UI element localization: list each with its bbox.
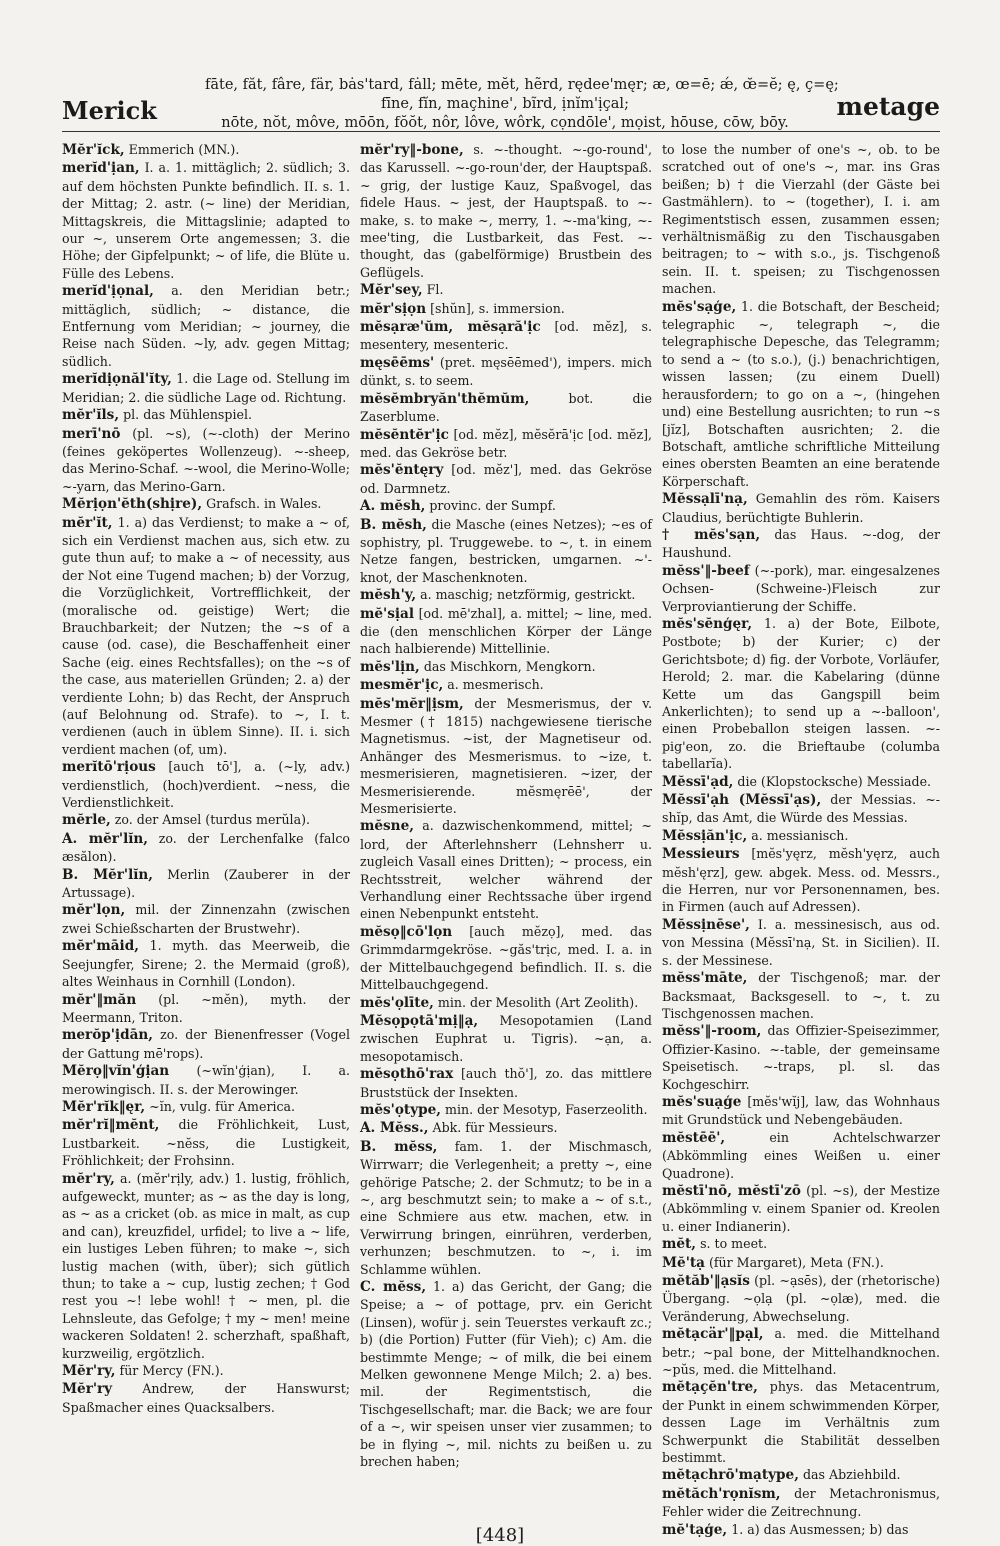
entry-headword: mĕs'suạģe	[662, 1093, 742, 1110]
dictionary-entry	[62, 1170, 350, 1362]
entry-headword: mĕt,	[662, 1236, 697, 1253]
dictionary-entry	[360, 1101, 652, 1119]
entry-definition: 1. die Botschaft, der Bescheid; telegraphic ~, telegraph ~, die telegraphische Depesche, das Telegramm; to send a ~ (to s.o.), (j.) benachrichtigen, wissen lassen; (zu einem Duell) herausfordern; to go on a ~, (hingehen und) eine Bestellung ausrichten; to run ~s [jĭz], Botschaften ausrichten; 2. die Botschaft, amtliche schriftliche Mitteilung eines obersten Beamten an eine beratende Körperschaft.	[662, 298, 940, 489]
entry-headword: mĕsọ‖cō'lọn	[360, 923, 453, 940]
dictionary-entry	[360, 141, 652, 281]
dictionary-entry	[662, 490, 940, 526]
dictionary-entry	[662, 969, 940, 1022]
entry-definition: 1. die Lage od. Stellung im Meridian; 2. die südliche Lage od. Richtung.	[62, 371, 350, 405]
entry-definition: min. der Mesolith (Art Zeolith).	[437, 994, 639, 1010]
entry-headword: Mĕr'ĭck,	[62, 142, 125, 158]
dictionary-entry	[662, 1022, 940, 1093]
entry-headword: mĕr'ry,	[62, 1170, 115, 1187]
entry-headword: A. Mĕss.,	[360, 1120, 429, 1137]
entry-definition: [auch mĕzọ], med. das Grimmdarmgekröse. ~găs'trịc, med. I. a. in der Mittelbauchgegend befindlich. II. s. die Mittelbauchgegend.	[360, 923, 652, 993]
entry-definition: s. ~-thought. ~-go-round', das Karussell. ~-go-roun'der, der Hauptspaß. ~ grig, der lustige Kauz, Spaßvogel, das fidele Haus. ~ jest, der Hauptspaß. to ~-make, s. to make ~, merry, 1. ~-ma'king, ~-mee'ting, die Lustbarkeit, das Fest. ~-thought, das (gabelförmige) Brustbein des Geflügels.	[360, 142, 652, 280]
entry-headword: mĕr'māid,	[62, 938, 139, 955]
entry-headword: Mĕrịọn'ĕth(shịre),	[62, 496, 203, 513]
entry-headword: mĕsh'y,	[360, 587, 417, 604]
entry-definition: pl. das Mühlenspiel.	[123, 407, 252, 423]
column-3	[662, 141, 940, 1538]
dictionary-entry	[62, 1026, 350, 1062]
entry-definition: phys. das Metacentrum, der Punkt in einem schwimmenden Körper, dessen Lage im Verhältnis zum Schwerpunkt die Stabilität desselben bestimmt.	[662, 1379, 940, 1466]
dictionary-entry	[62, 758, 350, 811]
dictionary-entry	[62, 811, 350, 829]
entry-definition: [od. mĕz], s. mesentery, mesenteric.	[360, 319, 652, 353]
entry-headword: B. mĕsh,	[360, 516, 427, 533]
entry-definition: [od. mĕz], mĕsĕrā'ịc [od. mĕz], med. das Gekröse betr.	[360, 426, 652, 460]
entry-headword: mĕr'‖măn	[62, 991, 137, 1008]
dictionary-entry	[62, 425, 350, 496]
dictionary-entry	[62, 141, 350, 159]
entry-headword: mĕs'ọlīte,	[360, 994, 434, 1011]
entry-headword: merŏp'ịdān,	[62, 1027, 154, 1044]
dictionary-entry	[62, 159, 350, 282]
entry-definition: Abk. für Messieurs.	[432, 1120, 558, 1136]
entry-headword: Mĕr'sey,	[360, 282, 423, 299]
entry-definition: der Mesmerismus, der v. Mesmer († 1815) nachgewiesene tierische Magnetismus. ~ist, der Magnetiseur od. Anhänger des Mesmerismus. to ~ize, t. mesmerisieren, magnetisieren. ~izer, der Mesmerisierende. mĕsmęrēē', der Mesmerisierte.	[360, 695, 652, 817]
entry-headword: mesmĕr'ịc,	[360, 677, 444, 694]
entry-definition: Gemahlin des röm. Kaisers Claudius, berüchtigte Buhlerin.	[662, 491, 940, 525]
dictionary-entry	[662, 845, 940, 916]
entry-headword: † mĕs'sạn,	[662, 526, 761, 543]
entry-headword: mĕtăb'‖ạsĭs	[662, 1273, 750, 1289]
entry-headword: Mĕssī'ạd,	[662, 773, 734, 790]
dictionary-entry	[662, 827, 940, 845]
entry-headword: Messieurs	[662, 846, 740, 863]
dictionary-entry	[360, 658, 652, 676]
entry-definition: a. den Meridian betr.; mittäglich, südlich; ~ distance, die Entfernung vom Meridian; ~ journey, die Reise nach Süden. ~ly, adv. gegen Mittag; südlich.	[62, 283, 350, 369]
dictionary-entry	[62, 514, 350, 759]
entry-headword: mĕ'tạģe,	[662, 1521, 728, 1538]
entry-headword: mĕss'māte,	[662, 970, 748, 987]
entry-headword: mĕsạræ'ŭm, mĕsạră'ịc	[360, 319, 541, 336]
dictionary-entry	[360, 676, 652, 694]
entry-definition: die Fröhlichkeit, Lust, Lustbarkeit. ~nĕss, die Lustigkeit, Fröhlichkeit; der Frohsinn.	[62, 1117, 350, 1169]
dictionary-entry	[662, 1378, 940, 1466]
dictionary-entry	[360, 497, 652, 515]
entry-headword: mĕsọthō'rax	[360, 1066, 454, 1083]
dictionary-entry	[662, 1466, 940, 1484]
entry-definition: a. med. die Mittelhand betr.; ~pal bone, der Mittelhandknochen. ~pŭs, med. die Mittelhand.	[662, 1326, 940, 1378]
entry-headword: mĕsne,	[360, 818, 414, 835]
dictionary-entry	[360, 586, 652, 604]
entry-headword: Mĕ'tạ	[662, 1254, 705, 1271]
entry-definition: fam. 1. der Mischmasch, Wirrwarr; die Verlegenheit; a pretty ~, eine gehörige Patsche; 2. der Schmutz; to be in a ~, arg beschmutzt sein; to make a ~ of s.t., eine Schmiere aus etw. machen, etw. in Verwirrung bringen, einrühren, verderben, verhunzen; beschmutzen. to ~, i. im Schlamme wühlen.	[360, 1138, 652, 1277]
entry-definition: [mĕs'wĭj], law, das Wohnhaus mit Grundstück und Nebengebäuden.	[662, 1093, 940, 1128]
dictionary-entry	[662, 916, 940, 969]
dictionary-entry	[662, 773, 940, 791]
entry-definition: die (Klopstocksche) Messiade.	[737, 773, 932, 789]
dictionary-entry	[662, 1325, 940, 1378]
entry-definition: [od. mĕz'], med. das Gekröse od. Darmnetz.	[360, 462, 652, 496]
dictionary-entry	[662, 562, 940, 615]
entry-definition: Mesopotamien (Land zwischen Euphrat u. Tigris). ~ạn, a. mesopotamisch.	[360, 1012, 652, 1064]
dictionary-entry	[62, 495, 350, 513]
entry-headword: C. mĕss,	[360, 1279, 427, 1295]
entry-definition: zo. der Bienenfresser (Vogel der Gattung mē'rops).	[62, 1027, 350, 1061]
entry-headword: Mĕssịnēse',	[662, 916, 750, 933]
running-head-left: Merick	[62, 96, 157, 125]
dictionary-entry	[662, 1485, 940, 1521]
dictionary-entry	[360, 923, 652, 994]
entry-definition: 1. a) der Bote, Eilbote, Postbote; b) der Kurier; c) der Gerichtsbote; d) fig. der Vorbote, Vorläufer, Herold; 2. mar. die Kabelaring (dünne Kette um das Gangspill beim Ankerlichten); to send up a ~-balloon', einen Probeballon steigen lassen. ~-pig'eon, zo. die Brieftaube (columba tabellarĭa).	[662, 615, 940, 772]
entry-definition: a. messianisch.	[751, 827, 849, 843]
dictionary-entry	[360, 1065, 652, 1101]
entry-definition: die Masche (eines Netzes); ~es of sophistry, pl. Truggewebe. to ~, t. in einem Netze fangen, bestricken, umgarnen. ~'-knot, der Maschenknoten.	[360, 516, 652, 585]
entry-headword: mĕr'sịọn	[360, 300, 427, 317]
dictionary-entry	[62, 1362, 350, 1380]
entry-definition: das Abziehbild.	[802, 1467, 901, 1483]
entry-definition: (pl. ~s), (~-cloth) der Merino (feines geköpertes Wollenzeug). ~-sheep, das Merino-Schaf. ~-wool, die Merino-Wolle; ~-yarn, das Merino-Garn.	[62, 425, 350, 494]
entry-definition: zo. der Amsel (turdus merŭla).	[114, 812, 311, 828]
entry-headword: Mĕr'ry,	[62, 1363, 116, 1380]
dictionary-entry	[360, 1278, 652, 1470]
dictionary-entry	[662, 1254, 940, 1272]
entry-headword: mĕr'lọn,	[62, 902, 126, 919]
entry-definition: [mĕs'yęrz, mĕsh'yęrz, auch mĕsh'ęrz], gew. abgek. Mess. od. Messrs., die Herren, nur vor Personennamen, bes. in Firmen (auch auf Adressen).	[662, 846, 940, 915]
entry-headword: mĕsĕmbryăn'thĕmŭm,	[360, 390, 530, 407]
dictionary-entry	[62, 830, 350, 866]
entry-headword: B. Mĕr'lĭn,	[62, 866, 154, 883]
entry-headword: mĕs'sạģe,	[662, 298, 737, 315]
header-rule	[62, 131, 940, 132]
entry-definition: für Mercy (FN.).	[119, 1363, 224, 1379]
entry-headword: mĕrle,	[62, 812, 111, 829]
dictionary-entry	[662, 1235, 940, 1253]
dictionary-entry	[662, 1182, 940, 1235]
entry-definition: [od. mē'zhal], a. mittel; ~ line, med. die (den menschlichen Körper der Länge nach halbierende) Mittellinie.	[360, 605, 652, 657]
entry-definition: Fl.	[426, 282, 444, 298]
dictionary-entry	[62, 406, 350, 424]
entry-definition: min. der Mesotyp, Faserzeolith.	[445, 1101, 648, 1117]
entry-headword: Mĕr'rĭk‖ęr,	[62, 1098, 146, 1115]
entry-definition: provinc. der Sumpf.	[429, 498, 556, 514]
entry-headword: mĕr'rĭ‖mĕnt,	[62, 1117, 160, 1134]
entry-definition: zo. der Lerchenfalke (falco æsălon).	[62, 830, 351, 865]
dictionary-entry	[360, 300, 652, 318]
entry-headword: mĕs'sĕnģęr,	[662, 615, 753, 632]
entry-headword: mĕtăch'rọnĭsm,	[662, 1485, 781, 1502]
dictionary-entry	[662, 615, 940, 773]
dictionary-entry	[62, 1116, 350, 1169]
entry-headword: merĭd'ịan,	[62, 160, 140, 177]
pronunciation-key-line: fāte, făt, fâre, fär, bȧs'tard, fȧll; mēte, mĕt, hẽrd, rędee'męr; æ, œ=ē; ǽ, œ̆=ĕ; ę, ç=ę;	[205, 77, 839, 93]
pronunciation-key-line: nōte, nŏt, môve, mōōn, fŏŏt, nôr, lôve, wôrk, cọndōle', mọist, hōuse, cōw, bōy.	[221, 115, 789, 131]
column-2	[360, 141, 652, 1521]
dictionary-entry	[662, 141, 940, 298]
entry-headword: mĕstēē',	[662, 1129, 726, 1146]
dictionary-entry	[662, 1272, 940, 1325]
dictionary-entry	[62, 901, 350, 937]
entry-headword: mĕtạchrō'mạtype,	[662, 1467, 799, 1484]
entry-definition: der Messias. ~-shĭp, das Amt, die Würde des Messias.	[662, 792, 940, 826]
entry-headword: B. mĕss,	[360, 1138, 438, 1155]
entry-definition: 1. a) das Verdienst; to make a ~ of, sich ein Verdienst machen aus, sich etw. zu gute thun auf; to make a ~ of necessity, aus der Not eine Tugend machen; b) der Vorzug, die Vorzüglichkeit, Vortrefflichkeit, der (moralische od. geistige) Wert; die Brauchbarkeit; der Nutzen; the ~s of a cause (od. case), die Beschaffenheit einer Sache (eig. eines Rechtsfalles); on the ~s of the case, aus materiellen Gründen; 2. a) der verdiente Lohn; b) das Recht, der Anspruch (auf Belohnung od. Strafe). to ~, I. t. verdienen (auch in üblem Sinne). II. i. sich verdient machen (of, um).	[62, 514, 350, 757]
dictionary-entry	[360, 695, 652, 818]
entry-definition: (pl. ~s), der Mestize (Abkömmling v. einem Spanier od. Kreolen u. einer Indianerin).	[662, 1182, 940, 1234]
entry-headword: mĕss'‖-beef	[662, 562, 750, 579]
dictionary-entry	[662, 1129, 940, 1182]
entry-definition: der Metachronismus, Fehler wider die Zeitrechnung.	[662, 1485, 940, 1520]
entry-definition: a. dazwischenkommend, mittel; ~ lord, der Afterlehnsherr (Lehnsherr u. zugleich Vasall eines Dritten); ~ process, ein Rechtsstreit, welcher während der Verhandlung einer Rechtssache über irgend einen Nebenpunkt entsteht.	[360, 818, 652, 922]
entry-headword: mĕss'‖-room,	[662, 1023, 762, 1040]
entry-definition: mil. der Zinnenzahn (zwischen zwei Schießscharten der Brustwehr).	[62, 902, 350, 936]
pronunciation-key-line: fīne, fĭn, maçhine', bĩrd, ịnĭm'ịçal;	[381, 96, 629, 112]
dictionary-entry	[662, 526, 940, 562]
entry-headword: Mĕrọ‖vĭn'ģịan	[62, 1063, 170, 1080]
entry-headword: merĭdịọnăl'ĭty,	[62, 371, 172, 388]
entry-headword: mĕs'ĕntęry	[360, 462, 444, 479]
entry-definition: 1. a) das Ausmessen; b) das	[731, 1521, 909, 1537]
entry-headword: mĕsĕntĕr'ịc	[360, 426, 449, 443]
entry-definition: (pret. męsēēmed'), impers. mich dünkt, s. to seem.	[360, 354, 652, 389]
entry-headword: Mĕssịăn'ịc,	[662, 827, 748, 844]
entry-definition: Andrew, der Hanswurst; Spaßmacher eines Quacksalbers.	[62, 1381, 350, 1415]
entry-headword: merĭtō'rịous	[62, 759, 156, 776]
entry-headword: mĕr'ry‖-bone,	[360, 142, 464, 158]
entry-definition: [shŭn], s. immersion.	[430, 300, 565, 316]
entry-headword: Mĕr'ry	[62, 1381, 113, 1398]
dictionary-entry	[62, 991, 350, 1027]
entry-definition: ~ĭn, vulg. für America.	[149, 1098, 296, 1114]
dictionary-entry	[62, 282, 350, 370]
entry-definition: 1. a) das Gericht, der Gang; die Speise; a ~ of pottage, prv. ein Gericht (Linsen), wofür j. sein Teuerstes verkauft zc.; b) (die Portion) Futter (für Vieh); c) Am. die bestimmte Menge; ~ of milk, die bei einem Melken gewonnene Menge Milch; 2. a) bes. mil. der Regimentstisch, die Tischgesellschaft; mar. die Back; we are four of a ~, wir speisen unser vier zusammen; to be in flying ~, mil. nichts zu beißen u. zu brechen haben;	[360, 1279, 652, 1470]
dictionary-entry	[360, 390, 652, 426]
entry-definition: [auch tō'], a. (~ly, adv.) verdienstlich, (hoch)verdient. ~ness, die Verdienstlichkeit.	[62, 759, 350, 811]
dictionary-entry	[360, 817, 652, 922]
entry-headword: A. mĕr'lĭn,	[62, 830, 149, 847]
dictionary-entry	[62, 370, 350, 406]
entry-definition: to lose the number of one's ~, ob. to be scratched out of one's ~, mar. ins Gras beißen; b) † die Vierzahl (der Gäste bei Gastmählern). to ~ (together), I. i. am Regimentstisch essen, zusammen essen; verhältnismäßig zu den Tischausgaben beitragen; to ~ with s.o., js. Tischgenoß sein. II. t. speisen; zu Tischgenossen machen.	[662, 142, 940, 297]
dictionary-entry	[62, 866, 350, 902]
dictionary-entry	[360, 461, 652, 497]
dictionary-entry	[662, 1093, 940, 1129]
entry-headword: Mĕsọpọtā'mị‖ạ,	[360, 1012, 479, 1029]
entry-definition: das Haus. ~-dog, der Haushund.	[662, 526, 940, 561]
entry-definition: (pl. ~mĕn), myth. der Meermann, Triton.	[62, 991, 350, 1025]
entry-headword: mĕstī'nō, mĕstī'zō	[662, 1182, 801, 1199]
entry-headword: merī'nō	[62, 425, 121, 442]
entry-definition: der Tischgenoß; mar. der Backsmaat, Backsgesell. to ~, t. zu Tischgenossen machen.	[662, 970, 940, 1021]
entry-headword: merĭd'ịọnal,	[62, 283, 154, 300]
entry-definition: 1. myth. das Meerweib, die Seejungfer, Sirene; 2. the Mermaid (groß), altes Weinhaus in Cornhill (London).	[62, 938, 350, 990]
entry-headword: mĕtạçĕn'tre,	[662, 1379, 758, 1396]
dictionary-entry	[62, 1098, 350, 1116]
entry-headword: A. mĕsh,	[360, 498, 426, 515]
dictionary-entry	[662, 791, 940, 827]
entry-definition: [auch thŏ'], zo. das mittlere Bruststück der Insekten.	[360, 1066, 652, 1100]
entry-definition: Grafsch. in Wales.	[206, 496, 322, 512]
entry-definition: Emmerich (MN.).	[128, 142, 240, 157]
entry-headword: mĕr'ĭls,	[62, 407, 120, 424]
entry-definition: Merlin (Zauberer in der Artussage).	[62, 866, 350, 901]
dictionary-entry	[360, 605, 652, 658]
column-1	[62, 141, 350, 1521]
dictionary-entry	[360, 516, 652, 587]
entry-headword: Mĕssạlī'nạ,	[662, 491, 748, 508]
entry-headword: mĕr'ĭt,	[62, 514, 113, 531]
entry-headword: mĕs'lịn,	[360, 658, 420, 675]
dictionary-entry	[360, 426, 652, 462]
entry-headword: mĕs'ọtype,	[360, 1101, 441, 1118]
dictionary-entry	[62, 1380, 350, 1416]
entry-definition: (~wĭn'ģịan), I. a. merowingisch. II. s. der Merowinger.	[62, 1063, 350, 1097]
dictionary-entry	[360, 1012, 652, 1065]
entry-headword: mĕtạcär'‖pạl,	[662, 1326, 764, 1343]
dictionary-entry	[62, 1062, 350, 1098]
entry-definition: a. (mĕr'rịly, adv.) 1. lustig, fröhlich, aufgeweckt, munter; as ~ as the day is long, as ~ as a cricket (ob. as mice in malt, as cup and can), kreuzfidel, urfidel; to live a ~ life, ein lustiges Leben führen; to make ~, sich lustig machen (with, über); sich gütlich thun; to take a ~ cup, lustig zechen; † God rest you ~! lebe wohl! † ~ men, pl. die Lehnsleute, das Gefolge; † my ~ men! meine wackeren Soldaten! 2. scherzhaft, spaßhaft, kurzweilig, ergötzlich.	[62, 1170, 350, 1361]
dictionary-entry	[360, 1119, 652, 1137]
dictionary-entry	[662, 298, 940, 490]
pronunciation-key	[205, 76, 839, 133]
dictionary-entry	[360, 1138, 652, 1278]
entry-definition: das Mischkorn, Mengkorn.	[423, 658, 596, 674]
page-number: [448]	[475, 1525, 525, 1546]
entry-definition: ein Achtelschwarzer (Abkömmling eines Weißen u. einer Quadrone).	[662, 1129, 940, 1181]
entry-definition: a. mesmerisch.	[447, 677, 544, 693]
entry-definition: s. to meet.	[700, 1236, 768, 1252]
entry-definition: (~-pork), mar. eingesalzenes Ochsen- (Schweine-)Fleisch zur Verproviantierung der Schiffe.	[662, 562, 940, 614]
entry-definition: I. a. messinesisch, aus od. von Messina (Mĕssī'nạ, St. in Sicilien). II. s. der Messinese.	[662, 916, 940, 968]
dictionary-entry	[360, 281, 652, 299]
entry-headword: mĕs'mĕr‖ịsm,	[360, 695, 464, 712]
dictionary-entry	[360, 354, 652, 390]
running-head-right: metage	[836, 92, 940, 121]
dictionary-entry	[360, 318, 652, 354]
dictionary-entry	[62, 937, 350, 990]
entry-definition: I. a. 1. mittäglich; 2. südlich; 3. auf dem höchsten Punkte befindlich. II. s. 1. der Mittag; 2. astr. (~ line) der Meridian, Mittagskreis, die Mittagslinie; adapted to our ~, unserem Orte angemessen; 3. die Höhe; der Gipfelpunkt; ~ of life, die Blüte u. Fülle des Lebens.	[62, 160, 350, 281]
entry-definition: bot. die Zaserblume.	[360, 390, 652, 425]
entry-definition: (für Margaret), Meta (FN.).	[708, 1254, 884, 1270]
entry-definition: (pl. ~ạsēs), der (rhetorische) Übergang. ~ọlạ (pl. ~ọlæ), med. die Veränderung, Abwechselung.	[662, 1273, 940, 1324]
entry-headword: Mĕssī'ạh (Mĕssī'ạs),	[662, 792, 822, 809]
entry-definition: das Offizier-Speisezimmer, Offizier-Kasino. ~-table, der gemeinsame Speisetisch. ~-traps, pl. sl. das Kochgeschirr.	[662, 1023, 940, 1092]
entry-definition: a. maschig; netzförmig, gestrickt.	[420, 587, 636, 603]
dictionary-entry	[360, 994, 652, 1012]
entry-headword: mĕ'sịal	[360, 605, 414, 622]
entry-headword: męsēēms'	[360, 354, 435, 371]
